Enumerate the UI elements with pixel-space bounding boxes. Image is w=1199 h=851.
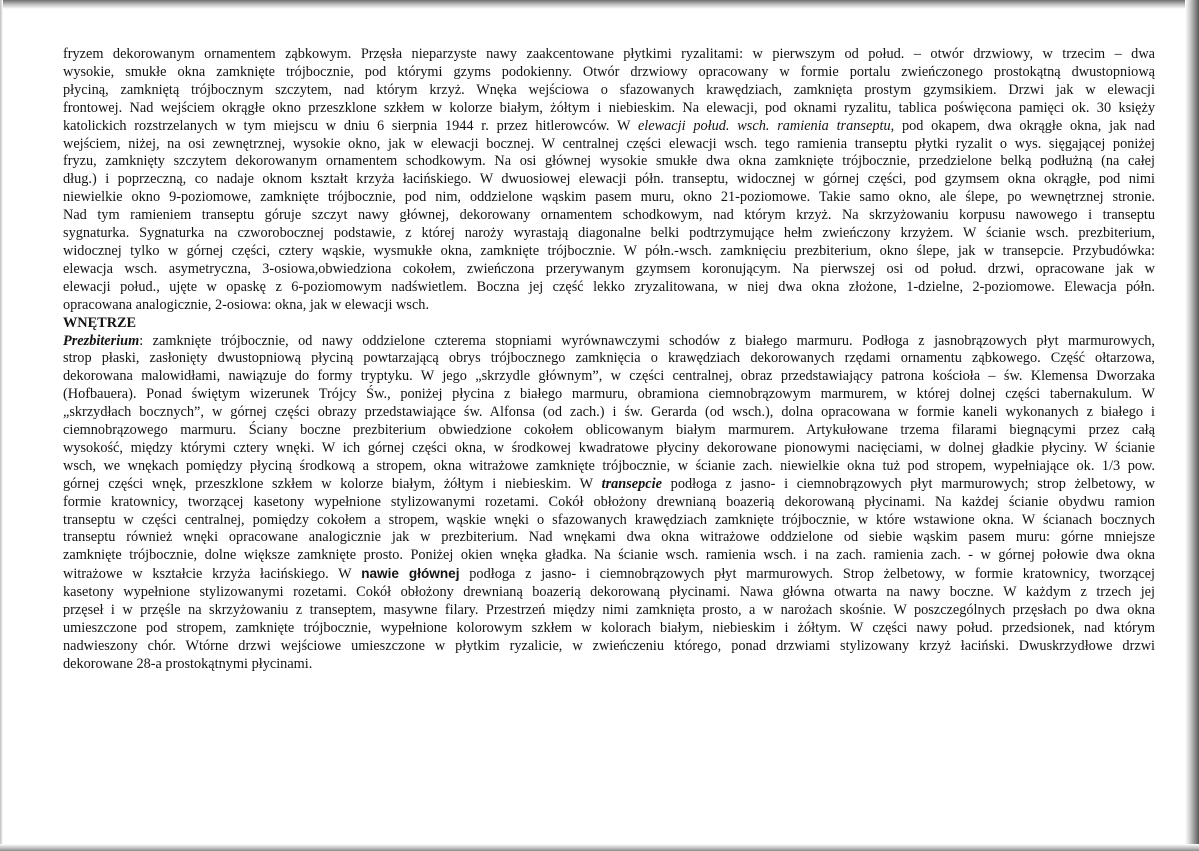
text-line: ciemnobrązowego marmuru. Ściany boczne prezbiterium obwiedzione cokołem oblicowanym białym marmurem. Artykułowane trzema filarami biegnącymi przez całą <box>63 422 1155 439</box>
text-run: górnej części wnęk, przeszklone szkłem w kolorze białym, żółtym i niebieskim. W <box>63 475 593 492</box>
text-line: Nad tym ramieniem transeptu góruje szczyt nawy głównej, dekorowany ornamentem schodkowym, nad którym krzyż. Na skrzyżowaniu korpusu nawowego i transeptu <box>63 207 1155 224</box>
scan-shadow-right <box>1185 0 1199 851</box>
text-line: „skrzydłach bocznych”, w górnej części obrazy przedstawiające św. Alfonsa (od zach.) i św. Gerarda (od wsch.), dolna opracowana w formie kaneli wykonanych z białego i <box>63 404 1155 421</box>
text-line: przęseł i w przęśle na skrzyżowaniu z transeptem, masywne filary. Przestrzeń między nimi zamknięta prosto, a w narożach skośnie. W poszczególnych przęsłach po dwa okna <box>63 602 1155 619</box>
text-line: sygnaturka. Sygnaturka na czworobocznej podstawie, z której naroży wyrastają diagonalne belki podtrzymujące hełm zwieńczony krzyżem. W ścianie wsch. prezbiterium, <box>63 225 1155 242</box>
text-line: niewielkie okno 9-poziomowe, zamknięte trójbocznie, pod nim, oddzielone wąskim pasem muru, okno 21-poziomowe. Takie samo okno, ale ślepe, po wewnętrznej stronie. <box>63 189 1155 206</box>
text-line: kasetony wypełnione stylizowanymi rozetami. Cokół obłożony drewnianą boazerią dekorowaną płycinami. Nawa główna otwarta na nawy boczne. W każdym z trzech jej <box>63 584 1155 601</box>
text-line: frontowej. Nad wejściem okrągłe okno przeszklone szkłem w kolorze białym, żółtym i niebieskim. Na elewacji, pod oknami ryzalitu, tablica poświęcona pamięci ok. 30 księży <box>63 99 1155 116</box>
text-run: witrażowe w kształcie krzyża łacińskiego. W <box>63 566 352 583</box>
text-line: wysokie, smukłe okna zamknięte trójbocznie, pod którymi gzyms podokienny. Otwór drzwiowy opracowany w formie portalu zwieńczonego prostokątną dwustopniową <box>63 63 1155 80</box>
text-run: katolickich rozstrzelanych w tym miejscu w dniu 6 sierpnia 1944 r. przez hitlerowców. W <box>63 117 631 134</box>
text-run: , pod okapem, dwa okrągłe okna, jak nad <box>890 117 1155 134</box>
text-line: strop płaski, zasłonięty dwustopniową płyciną powtarzającą obrys trójbocznego zamknięcia o krawędziach dekorowanych rzędami ornamentu ząbkowego. Część ołtarzowa, <box>63 350 1155 367</box>
text-line: transeptu również wnęki opracowane analogicznie jak w prezbiterium. Nad wnękami dwa okna witrażowe oddzielone od siebie wąskim pasem muru: górne mniejsze <box>63 529 1155 546</box>
text-line: dekorowana malowidłami, nawiązuje do formy tryptyku. W jego „skrzydle głównym”, w części centralnej, obraz przedstawiający patrona kościoła – św. Klemensa Dworzaka <box>63 368 1155 385</box>
scan-shadow-bottom <box>0 844 1199 851</box>
bold-term: nawie głównej <box>361 566 460 582</box>
text-line: zamknięte trójbocznie, dolne większe zamknięte prosto. Poniżej okien wnęka gładka. Na ścianie wsch. ramienia wsch. i na zach. ramienia zach. - w górnej połowie dwa okna <box>63 547 1155 564</box>
text-line <box>63 565 1155 584</box>
bold-italic-term: transepcie <box>601 475 662 492</box>
document-page <box>63 46 1155 674</box>
text-line: płyciną, zamkniętą trójbocznym szczytem, nad którym krzyż. Wnęka wejściowa o sfazowanych krawędziach, zamknięta prostym gzymsikiem. Drzwi jak w elewacji <box>63 81 1155 98</box>
text-line: dług.) i poprzeczną, co nadaje oknom kształt krzyża łacińskiego. W dwuosiowej elewacji półn. transeptu, widocznej w górnej części, pod gzymsem okna okrągłe, pod nimi <box>63 171 1155 188</box>
text-line: wejściem, niżej, na osi zewnętrznej, wysokie okno, jak w elewacji bocznej. W centralnej części elewacji wsch. tego ramienia transeptu płytki ryzalit o wys. sięgającej poniżej <box>63 135 1155 152</box>
text-line: wysokość, między którymi cztery wnęki. W ich górnej części okna, w środkowej kwadratowe płyciny dekorowane pionowymi nacięciami, w dolnej gładkie płyciny. W ścianie <box>63 439 1155 456</box>
text-run: podłoga z jasno- i ciemnobrązowych płyt marmurowych; strop żelbetowy, w <box>661 475 1155 492</box>
text-line: widocznej tylko w górnej części, cztery wąskie, wysmukłe okna, zamknięte trójbocznie. W półn.-wsch. zamknięciu prezbiterium, okno ślepe, jak w transepcie. Przybudówka: <box>63 242 1155 259</box>
text-line: transeptu w części centralnej, pomiędzy cokołem a stropem, wąskie wnęki o sfazowanych krawędziach zamknięte trójbocznie, w które wstawione okna. W ścianach bocznych <box>63 511 1155 528</box>
text-line: elewacja wsch. asymetryczna, 3-osiowa,obwiedziona cokołem, zwieńczona przerywanym gzymsem koronującym. Na pierwszej osi od połud. drzwi, opracowane jak w <box>63 260 1155 277</box>
text-line: fryzem dekorowanym ornamentem ząbkowym. Przęsła nieparzyste nawy zaakcentowane płytkimi ryzalitami: w pierwszym od połud. – otwór drzwiowy, w trzecim – dwa <box>63 46 1155 62</box>
text-line <box>63 118 1155 136</box>
text-line: formie kratownicy, tworzącej kasetony wypełnione stylizowanymi rozetami. Cokół obłożony drewnianą boazerią dekorowaną płycinami. Na każdej ścianie obydwu ramion <box>63 493 1155 510</box>
text-line <box>63 333 1155 351</box>
text-line: (Hofbauera). Ponad świętym wizerunek Trójcy Św., poniżej płycina z białego marmuru, obramiona ciemnobrązowym marmurem, w której dolnej części tabernakulum. W <box>63 386 1155 403</box>
text-line: elewacji połud., ujęte w opaskę z 6-poziomowym nadświetlem. Boczna jej część lekko zryzalitowana, w niej dwa okna złożone, 1-dzielne, 2-poziomowe. Elewacja półn. <box>63 278 1155 295</box>
interior-description-paragraph <box>63 333 1155 674</box>
section-heading: WNĘTRZE <box>63 314 137 331</box>
bold-italic-term: Prezbiterium <box>63 332 140 349</box>
italic-term: elewacji połud. wsch. ramienia transeptu <box>637 117 891 134</box>
exterior-description-paragraph <box>63 46 1155 315</box>
text-line: umieszczone pod stropem, zamknięte trójbocznie, wypełnione kolorowym szkłem w kolorach białym, niebieskim i żółtym. W części nawy połud. przedsionek, nad którym <box>63 620 1155 636</box>
text-line: wsch, we wnękach pomiędzy płyciną środkową a stropem, okna witrażowe zamknięte trójbocznie, w ścianie zach. niewielkie okna tuż pod stropem, wypełniające ok. 1/3 pow. <box>63 457 1155 474</box>
text-line: nadwieszony chór. Wtórne drzwi wejściowe umieszczone w płytkim ryzalicie, w zwieńczeniu którego, ponad drzwiami stylizowany krzyż łaciński. Dwuskrzydłowe drzwi <box>63 637 1155 654</box>
text-line: fryzu, zamknięty szczytem dekorowanym ornamentem schodkowym. Na osi głównej wysokie smukłe dwa okna zamknięte trójbocznie, przedzielone belką podłużną (na całej <box>63 153 1155 170</box>
scan-shadow-top <box>0 0 1199 9</box>
text-run: podłoga z jasno- i ciemnobrązowych płyt marmurowych. Strop żelbetowy, w formie kratownicy, tworzącej <box>459 566 1155 583</box>
text-line: dekorowane 28-a prostokątnymi płycinami. <box>63 655 313 672</box>
text-run: : zamknięte trójbocznie, od nawy oddzielone czterema stopniami wyrównawczymi schodów z białego marmuru. Podłoga z jasnobrązowych płyt marmurowych, <box>139 332 1155 349</box>
text-line: opracowana analogicznie, 2-osiowa: okna, jak w elewacji wsch. <box>63 296 430 313</box>
text-line <box>63 476 1155 494</box>
scan-shadow-left <box>0 0 3 851</box>
